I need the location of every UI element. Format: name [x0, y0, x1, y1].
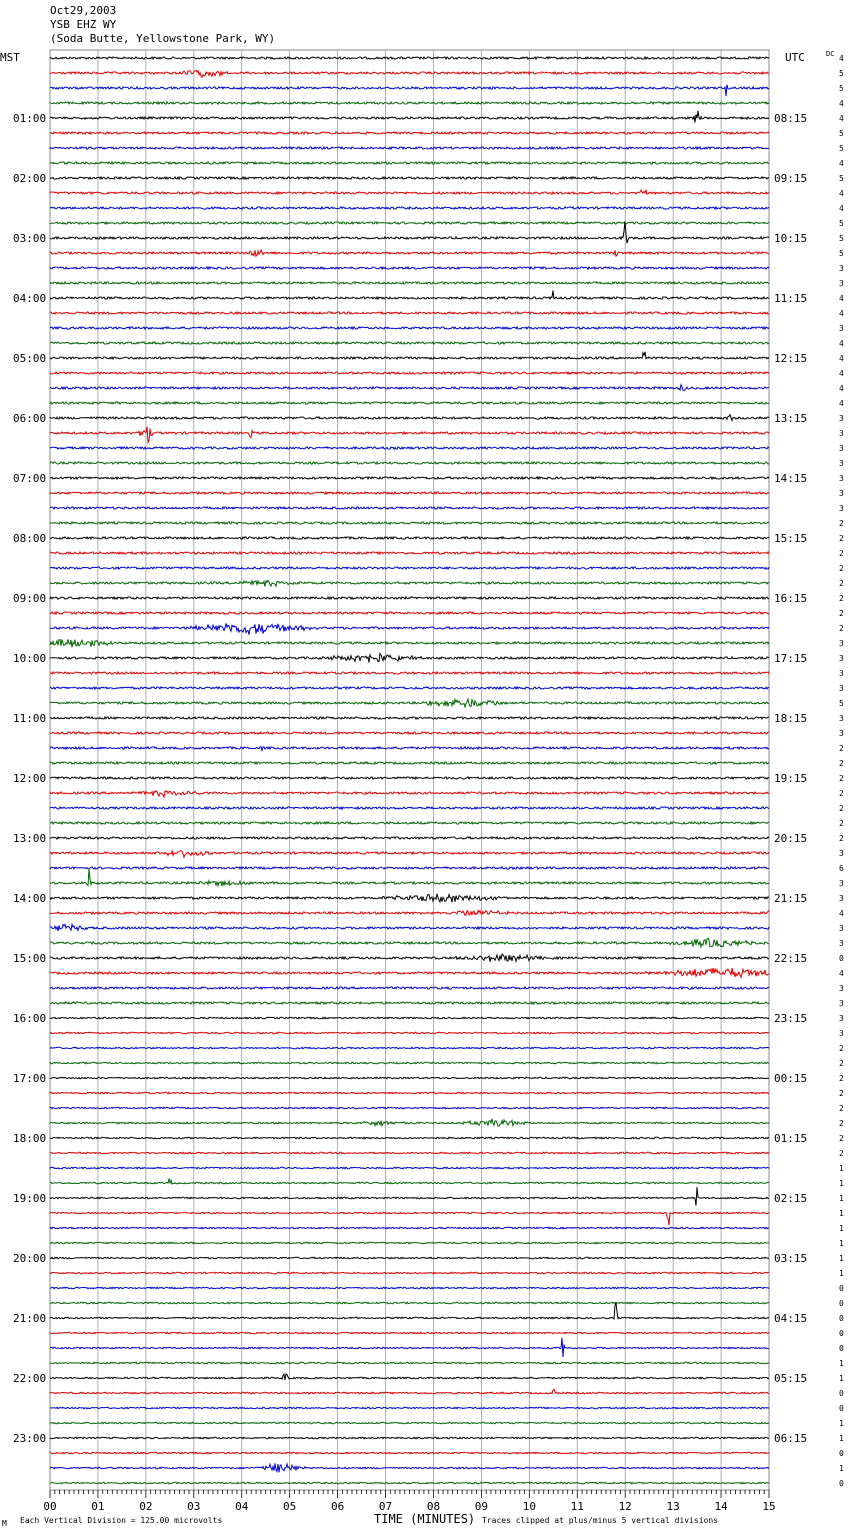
- trace-line: [50, 1062, 769, 1064]
- dc-value: 5: [839, 174, 844, 183]
- dc-value: 2: [839, 1089, 844, 1098]
- dc-value: 3: [839, 279, 844, 288]
- dc-value: 3: [839, 1029, 844, 1038]
- mst-hour-label: 05:00: [13, 352, 47, 365]
- trace-line: [50, 762, 769, 764]
- trace-line: [50, 1032, 769, 1034]
- dc-value: 1: [839, 1164, 844, 1173]
- x-tick-label: 13: [666, 1500, 680, 1513]
- utc-hour-label: 12:15: [774, 352, 808, 365]
- trace-line: [50, 580, 769, 586]
- dc-value: 3: [839, 264, 844, 273]
- x-tick-label: 00: [43, 1500, 57, 1513]
- trace-line: [50, 552, 769, 554]
- dc-value: 2: [839, 819, 844, 828]
- trace-line: [50, 290, 769, 299]
- trace-line: [50, 851, 769, 858]
- dc-value: 3: [839, 939, 844, 948]
- dc-value: 3: [839, 879, 844, 888]
- dc-value: 3: [839, 894, 844, 903]
- mst-hour-label: 12:00: [13, 772, 47, 785]
- x-tick-label: 08: [426, 1500, 441, 1513]
- x-tick-label: 14: [714, 1500, 728, 1513]
- trace-line: [50, 747, 769, 751]
- dc-value: 0: [839, 1344, 844, 1353]
- trace-line: [50, 869, 769, 886]
- mst-hour-label: 13:00: [13, 832, 47, 845]
- dc-value: 2: [839, 534, 844, 543]
- mst-hour-label: 19:00: [13, 1192, 47, 1205]
- x-tick-label: 05: [283, 1500, 297, 1513]
- dc-value: 3: [839, 324, 844, 333]
- mst-hour-label: 07:00: [13, 472, 47, 485]
- utc-hour-label: 00:15: [774, 1072, 808, 1085]
- dc-value: 3: [839, 1014, 844, 1023]
- trace-line: [50, 1287, 769, 1289]
- utc-hour-label: 09:15: [774, 172, 808, 185]
- dc-value: 2: [839, 789, 844, 798]
- trace-line: [50, 57, 769, 59]
- dc-value: 2: [839, 1059, 844, 1068]
- dc-value: 3: [839, 444, 844, 453]
- x-tick-label: 03: [187, 1500, 201, 1513]
- mst-hour-label: 21:00: [13, 1312, 47, 1325]
- dc-value: 0: [839, 1314, 844, 1323]
- dc-value: 2: [839, 519, 844, 528]
- trace-line: [50, 1137, 769, 1139]
- trace-line: [50, 1212, 769, 1225]
- trace-line: [50, 1407, 769, 1409]
- dc-value: 0: [839, 1329, 844, 1338]
- trace-line: [50, 427, 769, 443]
- dc-value: 0: [839, 1449, 844, 1458]
- x-tick-label: 09: [474, 1500, 489, 1513]
- scale-note: Each Vertical Division = 125.00 microvolts: [20, 1516, 223, 1525]
- dc-value: 4: [839, 399, 844, 408]
- trace-line: [50, 1302, 769, 1319]
- utc-hour-label: 19:15: [774, 772, 808, 785]
- dc-value: 5: [839, 249, 844, 258]
- trace-line: [50, 250, 769, 256]
- mst-hour-label: 03:00: [13, 232, 47, 245]
- trace-line: [50, 177, 769, 179]
- trace-line: [50, 147, 769, 149]
- trace-line: [50, 1092, 769, 1094]
- dc-value: 5: [839, 699, 844, 708]
- trace-line: [50, 1482, 769, 1484]
- trace-line: [50, 1452, 769, 1454]
- trace-line: [50, 1227, 769, 1229]
- clip-note: Traces clipped at plus/minus 5 vertical divisions: [482, 1516, 719, 1525]
- trace-line: [50, 1107, 769, 1109]
- trace-line: [50, 102, 769, 104]
- utc-hour-label: 05:15: [774, 1372, 808, 1385]
- dc-value: 2: [839, 609, 844, 618]
- trace-line: [50, 1437, 769, 1439]
- trace-line: [50, 385, 769, 391]
- date-label: Oct29,2003: [50, 4, 117, 17]
- dc-value: 3: [839, 714, 844, 723]
- trace-line: [50, 597, 769, 599]
- trace-line: [50, 522, 769, 524]
- dc-value: 4: [839, 309, 844, 318]
- trace-line: [50, 1187, 769, 1205]
- dc-value: 1: [839, 1419, 844, 1428]
- mst-hour-label: 23:00: [13, 1432, 47, 1445]
- trace-line: [50, 867, 769, 869]
- dc-value: 2: [839, 744, 844, 753]
- trace-line: [50, 1332, 769, 1334]
- dc-value: 2: [839, 1044, 844, 1053]
- dc-value: 3: [839, 414, 844, 423]
- dc-value: 4: [839, 54, 844, 63]
- dc-value: 3: [839, 849, 844, 858]
- trace-line: [50, 190, 769, 194]
- dc-value: 0: [839, 1389, 844, 1398]
- x-tick-label: 01: [91, 1500, 105, 1513]
- trace-line: [50, 1167, 769, 1169]
- trace-line: [50, 822, 769, 824]
- trace-line: [50, 221, 769, 243]
- utc-hour-label: 03:15: [774, 1252, 808, 1265]
- trace-line: [50, 807, 769, 809]
- dc-value: 2: [839, 549, 844, 558]
- trace-line: [50, 537, 769, 539]
- mst-hour-label: 01:00: [13, 112, 47, 125]
- dc-value: 5: [839, 144, 844, 153]
- trace-line: [50, 415, 769, 421]
- dc-value: 4: [839, 114, 844, 123]
- trace-line: [50, 402, 769, 404]
- trace-line: [50, 987, 769, 989]
- x-tick-label: 15: [762, 1500, 776, 1513]
- trace-line: [50, 924, 769, 931]
- utc-hour-label: 04:15: [774, 1312, 808, 1325]
- x-tick-label: 07: [378, 1500, 393, 1513]
- trace-line: [50, 1047, 769, 1049]
- trace-line: [50, 507, 769, 509]
- trace-line: [50, 717, 769, 719]
- trace-line: [50, 71, 769, 78]
- dc-value: 3: [839, 639, 844, 648]
- dc-value: 2: [839, 774, 844, 783]
- dc-value: 2: [839, 1134, 844, 1143]
- mst-hour-label: 10:00: [13, 652, 47, 665]
- trace-line: [50, 1119, 769, 1127]
- corner-mark: M: [2, 1519, 7, 1528]
- trace-line: [50, 732, 769, 734]
- utc-hour-label: 15:15: [774, 532, 808, 545]
- trace-line: [50, 1179, 769, 1184]
- dc-value: 2: [839, 834, 844, 843]
- mst-hour-label: 09:00: [13, 592, 47, 605]
- dc-value: 4: [839, 354, 844, 363]
- trace-line: [50, 911, 769, 916]
- dc-value: 1: [839, 1374, 844, 1383]
- trace-line: [50, 968, 769, 977]
- dc-value: 0: [839, 1404, 844, 1413]
- trace-line: [50, 1302, 769, 1304]
- dc-value: 1: [839, 1464, 844, 1473]
- dc-value: 2: [839, 624, 844, 633]
- dc-value: 1: [839, 1224, 844, 1233]
- dc-value: 0: [839, 1479, 844, 1488]
- utc-hour-label: 02:15: [774, 1192, 808, 1205]
- mst-hour-label: 20:00: [13, 1252, 47, 1265]
- trace-line: [50, 837, 769, 839]
- trace-line: [50, 687, 769, 689]
- dc-value: 4: [839, 909, 844, 918]
- dc-value: 3: [839, 504, 844, 513]
- mst-hour-label: 08:00: [13, 532, 47, 545]
- trace-line: [50, 1002, 769, 1004]
- trace-line: [50, 1362, 769, 1364]
- mst-hour-label: 04:00: [13, 292, 47, 305]
- dc-value: 3: [839, 684, 844, 693]
- trace-line: [50, 567, 769, 569]
- trace-line: [50, 1257, 769, 1259]
- dc-value: 4: [839, 384, 844, 393]
- x-tick-label: 06: [330, 1500, 345, 1513]
- dc-value: 1: [839, 1254, 844, 1263]
- trace-line: [50, 282, 769, 284]
- location-label: (Soda Butte, Yellowstone Park, WY): [50, 32, 276, 45]
- dc-value: 3: [839, 654, 844, 663]
- x-tick-label: 04: [235, 1500, 249, 1513]
- mst-hour-label: 18:00: [13, 1132, 47, 1145]
- trace-line: [50, 327, 769, 329]
- trace-line: [50, 1152, 769, 1154]
- dc-value: 4: [839, 339, 844, 348]
- dc-value: 4: [839, 159, 844, 168]
- utc-hour-label: 21:15: [774, 892, 808, 905]
- dc-value: 1: [839, 1194, 844, 1203]
- mst-hour-label: 22:00: [13, 1372, 47, 1385]
- utc-hour-label: 10:15: [774, 232, 808, 245]
- trace-line: [50, 372, 769, 374]
- trace-line: [50, 1077, 769, 1079]
- dc-value: 4: [839, 369, 844, 378]
- dc-value: 2: [839, 804, 844, 813]
- utc-hour-label: 11:15: [774, 292, 808, 305]
- dc-value: 5: [839, 219, 844, 228]
- utc-hour-label: 14:15: [774, 472, 808, 485]
- trace-line: [50, 1389, 769, 1393]
- dc-value: 1: [839, 1434, 844, 1443]
- dc-value: 2: [839, 1119, 844, 1128]
- trace-line: [50, 312, 769, 314]
- trace-line: [50, 462, 769, 464]
- dc-value: 3: [839, 459, 844, 468]
- utc-hour-label: 20:15: [774, 832, 808, 845]
- dc-value: 5: [839, 234, 844, 243]
- trace-line: [50, 623, 769, 634]
- mst-hour-label: 16:00: [13, 1012, 47, 1025]
- dc-value: 1: [839, 1269, 844, 1278]
- dc-value: 4: [839, 99, 844, 108]
- dc-value: 1: [839, 1359, 844, 1368]
- trace-line: [50, 654, 769, 663]
- mst-hour-label: 15:00: [13, 952, 47, 965]
- trace-line: [50, 777, 769, 779]
- trace-line: [50, 1272, 769, 1274]
- mst-hour-label: 17:00: [13, 1072, 47, 1085]
- dc-value: 4: [839, 969, 844, 978]
- dc-value: 3: [839, 474, 844, 483]
- trace-line: [50, 111, 769, 123]
- trace-line: [50, 85, 769, 96]
- mst-hour-label: 02:00: [13, 172, 47, 185]
- trace-line: [50, 639, 769, 647]
- x-tick-label: 10: [522, 1500, 536, 1513]
- dc-value: 4: [839, 294, 844, 303]
- trace-line: [50, 132, 769, 134]
- dc-value: 5: [839, 129, 844, 138]
- utc-hour-label: 18:15: [774, 712, 808, 725]
- trace-line: [50, 477, 769, 479]
- trace-line: [50, 162, 769, 164]
- dc-value: 0: [839, 1299, 844, 1308]
- dc-value: 1: [839, 1209, 844, 1218]
- dc-value: 6: [839, 864, 844, 873]
- mst-hour-label: 06:00: [13, 412, 47, 425]
- dc-value: 3: [839, 669, 844, 678]
- trace-line: [50, 352, 769, 359]
- utc-hour-label: 13:15: [774, 412, 808, 425]
- dc-value: 4: [839, 204, 844, 213]
- trace-line: [50, 699, 769, 707]
- dc-value: 5: [839, 84, 844, 93]
- trace-line: [50, 938, 769, 947]
- trace-line: [50, 1017, 769, 1019]
- dc-value: 3: [839, 489, 844, 498]
- x-axis-title: TIME (MINUTES): [374, 1512, 476, 1526]
- utc-hour-label: 16:15: [774, 592, 808, 605]
- dc-value: 1: [839, 1179, 844, 1188]
- mst-axis-label: MST: [0, 51, 20, 64]
- dc-value: 0: [839, 954, 844, 963]
- dc-value: 2: [839, 579, 844, 588]
- dc-value: 2: [839, 594, 844, 603]
- x-tick-label: 12: [618, 1500, 632, 1513]
- trace-line: [50, 1422, 769, 1424]
- dc-label: DC: [826, 50, 835, 58]
- trace-line: [50, 267, 769, 269]
- utc-axis-label: UTC: [785, 51, 805, 64]
- utc-hour-label: 01:15: [774, 1132, 808, 1145]
- trace-line: [50, 1242, 769, 1244]
- trace-line: [50, 954, 769, 962]
- dc-value: 2: [839, 1104, 844, 1113]
- dc-value: 3: [839, 924, 844, 933]
- trace-line: [50, 492, 769, 494]
- mst-hour-label: 14:00: [13, 892, 47, 905]
- dc-value: 2: [839, 1074, 844, 1083]
- trace-line: [50, 1338, 769, 1357]
- station-label: YSB EHZ WY: [50, 18, 117, 31]
- trace-line: [50, 222, 769, 224]
- trace-line: [50, 672, 769, 674]
- dc-value: 3: [839, 429, 844, 438]
- utc-hour-label: 17:15: [774, 652, 808, 665]
- trace-line: [50, 612, 769, 614]
- trace-line: [50, 1374, 769, 1380]
- mst-hour-label: 11:00: [13, 712, 47, 725]
- x-tick-label: 02: [139, 1500, 153, 1513]
- dc-value: 2: [839, 1149, 844, 1158]
- utc-hour-label: 23:15: [774, 1012, 808, 1025]
- trace-line: [50, 207, 769, 209]
- trace-line: [50, 791, 769, 797]
- trace-line: [50, 1463, 769, 1472]
- utc-hour-label: 08:15: [774, 112, 808, 125]
- trace-line: [50, 447, 769, 449]
- utc-hour-label: 22:15: [774, 952, 808, 965]
- dc-value: 3: [839, 999, 844, 1008]
- dc-value: 2: [839, 759, 844, 768]
- trace-line: [50, 342, 769, 344]
- dc-value: 3: [839, 984, 844, 993]
- dc-value: 1: [839, 1239, 844, 1248]
- dc-value: 3: [839, 729, 844, 738]
- utc-hour-label: 06:15: [774, 1432, 808, 1445]
- dc-value: 5: [839, 69, 844, 78]
- x-tick-label: 11: [570, 1500, 584, 1513]
- trace-line: [50, 894, 769, 902]
- dc-value: 0: [839, 1284, 844, 1293]
- dc-value: 2: [839, 564, 844, 573]
- dc-value: 4: [839, 189, 844, 198]
